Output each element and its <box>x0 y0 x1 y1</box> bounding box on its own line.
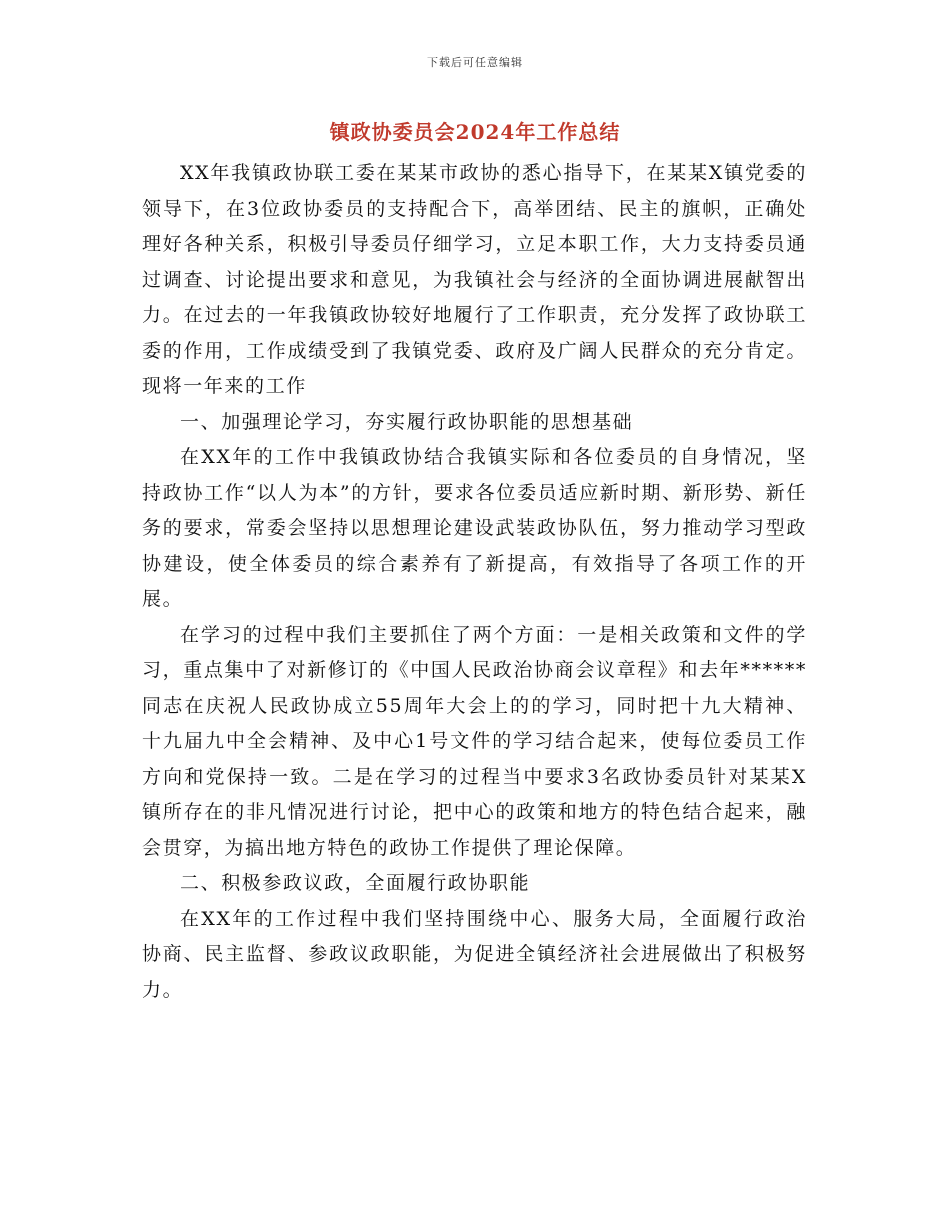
document-body <box>142 156 807 1008</box>
document-title: 镇政协委员会2024年工作总结 <box>329 120 621 144</box>
paragraph-intro: XX年我镇政协联工委在某某市政协的悉心指导下，在某某X镇党委的领导下，在3位政协委员的支持配合下，高举团结、民主的旗帜，正确处理好各种关系，积极引导委员仔细学习，立足本职工作，大力支持委员通过调查、讨论提出要求和意见，为我镇社会与经济的全面协调进展献智出力。在过去的一年我镇政协较好地履行了工作职责，充分发挥了政协联工委的作用，工作成绩受到了我镇党委、政府及广阔人民群众的充分肯定。现将一年来的工作 <box>142 162 807 397</box>
section-heading-2: 二、积极参政议政，全面履行政协职能 <box>180 872 531 894</box>
header-note: 下载后可任意编辑 <box>427 56 523 69</box>
paragraph-section1-b: 在学习的过程中我们主要抓住了两个方面：一是相关政策和文件的学习，重点集中了对新修订的《中国人民政治协商会议章程》和去年******同志在庆祝人民政协成立55周年大会上的的学习，同时把十九大精神、十九届九中全会精神、及中心1号文件的学习结合起来，使每位委员工作方向和党保持一致。二是在学习的过程当中要求3名政协委员针对某某X镇所存在的非凡情况进行讨论，把中心的政策和地方的特色结合起来，融会贯穿，为搞出地方特色的政协工作提供了理论保障。 <box>142 623 807 859</box>
paragraph-section2: 在XX年的工作过程中我们坚持围绕中心、服务大局，全面履行政治协商、民主监督、参政议政职能，为促进全镇经济社会进展做出了积极努力。 <box>142 907 807 1001</box>
paragraph-section1-a: 在XX年的工作中我镇政协结合我镇实际和各位委员的自身情况，坚持政协工作“以人为本”的方针，要求各位委员适应新时期、新形势、新任务的要求，常委会坚持以思想理论建设武装政协队伍，努力推动学习型政协建设，使全体委员的综合素养有了新提高，有效指导了各项工作的开展。 <box>142 446 807 610</box>
section-heading-1: 一、加强理论学习，夯实履行政协职能的思想基础 <box>180 410 634 433</box>
